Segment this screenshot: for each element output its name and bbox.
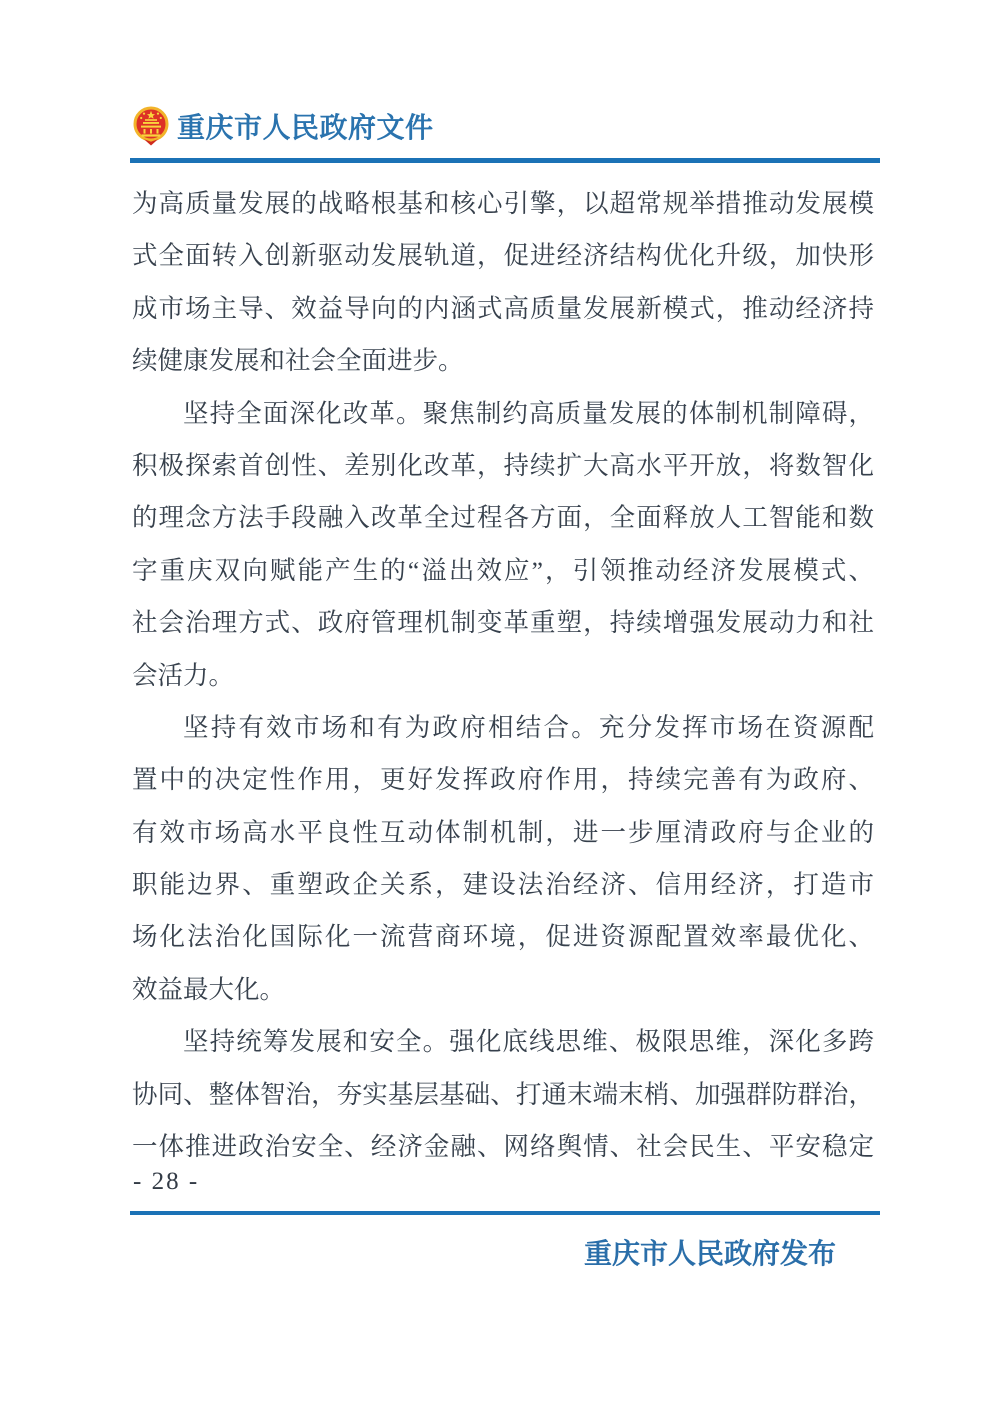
- body-line: 坚持统筹发展和安全。强化底线思维、极限思维，深化多跨: [183, 1027, 874, 1057]
- body-line: 职能边界、重塑政企关系，建设法治经济、信用经济，打造市: [132, 870, 874, 900]
- national-emblem-icon: [132, 104, 170, 148]
- body-line: 有效市场高水平良性互动体制机制，进一步厘清政府与企业的: [132, 817, 874, 847]
- body-line: 会活力。: [132, 660, 235, 690]
- body-line: 置中的决定性作用，更好发挥政府作用，持续完善有为政府、: [132, 765, 874, 795]
- body-line: 式全面转入创新驱动发展轨道，促进经济结构优化升级，加快形: [132, 241, 874, 271]
- body-line: 成市场主导、效益导向的内涵式高质量发展新模式，推动经济持: [132, 293, 874, 323]
- body-line: 效益最大化。: [132, 974, 286, 1004]
- publisher-label: 重庆市人民政府发布: [583, 1238, 836, 1269]
- body-line: 社会治理方式、政府管理机制变革重塑，持续增强发展动力和社: [132, 608, 874, 638]
- body-line: 为高质量发展的战略根基和核心引擎，以超常规举措推动发展模: [132, 189, 874, 218]
- body-line: 一体推进政治安全、经济金融、网络舆情、社会民生、平安稳定: [132, 1132, 874, 1162]
- document-header: [132, 104, 434, 148]
- body-line: 场化法治化国际化一流营商环境，促进资源配置效率最优化、: [132, 922, 874, 952]
- footer-divider: [130, 1211, 880, 1215]
- body-line: 续健康发展和社会全面进步。: [132, 346, 464, 376]
- body-line: 字重庆双向赋能产生的“溢出效应”，引领推动经济发展模式、: [132, 555, 874, 585]
- header-divider: [130, 158, 880, 163]
- body-line: 的理念方法手段融入改革全过程各方面，全面释放人工智能和数: [132, 503, 874, 533]
- body-line: 积极探索首创性、差别化改革，持续扩大高水平开放，将数智化: [132, 450, 874, 480]
- document-title: 重庆市人民政府文件: [177, 112, 434, 143]
- body-line: 坚持有效市场和有为政府相结合。充分发挥市场在资源配: [183, 712, 874, 742]
- document-body: [132, 178, 874, 1173]
- body-line: 坚持全面深化改革。聚焦制约高质量发展的体制机制障碍，: [183, 398, 874, 428]
- body-line: 协同、整体智治，夯实基层基础、打通末端末梢、加强群防群治，: [132, 1079, 874, 1109]
- page-number: - 28 -: [133, 1168, 200, 1195]
